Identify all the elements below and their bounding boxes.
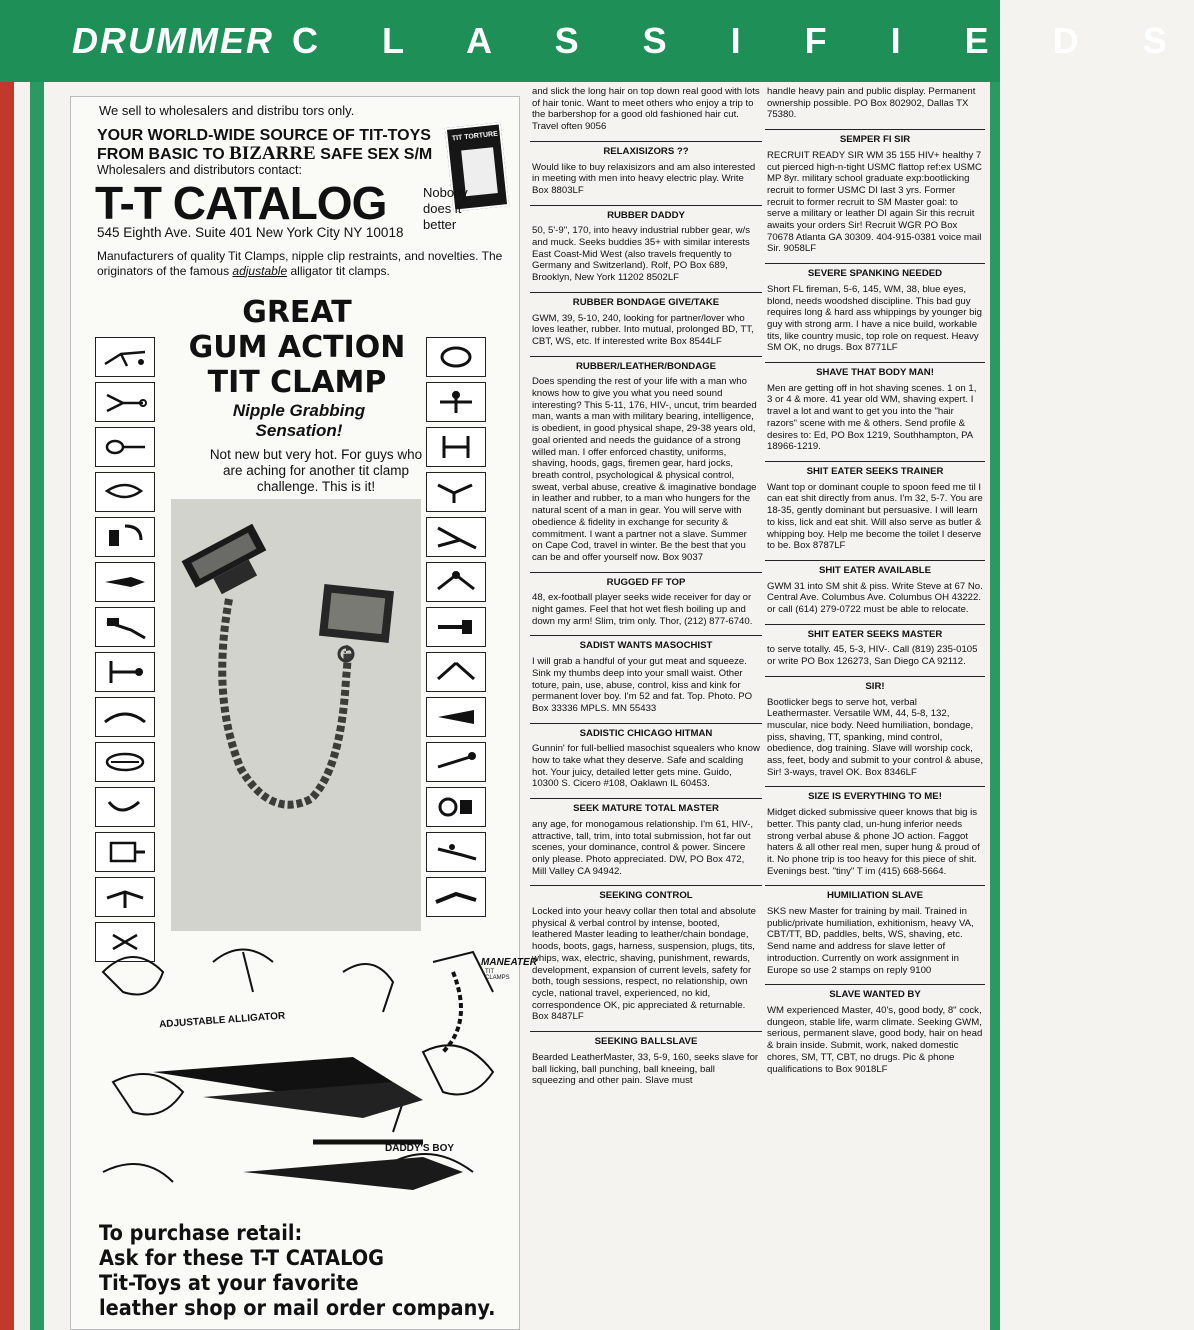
classified-ad-body: Short FL fireman, 5-6, 145, WM, 38, blue eyes, blond, needs woodshed discipline. This bad guy requires long & hard ass whippings by younger big guy with strong arm. I have a nice build, workable tits, like country music, top role on request. Heavy SM OK, no drugs. Box 8771LF (767, 283, 982, 354)
clamp-illustration (93, 932, 513, 1222)
page-title (72, 20, 1194, 62)
wholesale-contact-line: Wholesalers and distributors contact: (97, 163, 302, 177)
wholesale-notice: We sell to wholesalers and distribu tors only. (99, 103, 355, 118)
source-line-2a: FROM BASIC TO (97, 146, 225, 163)
chain-clamp-icon (426, 337, 486, 377)
clip-icon (426, 607, 486, 647)
right-color-stripe (990, 82, 1000, 1330)
classified-ad-body: Men are getting off in hot shaving scenes. 1 on 1, 3 or 4 & more. 41 year old WM, shaving expert. I travel a lot and want to get you into the "hair razors" scene with me & others. Send profile & desires to: Ed, PO Box 1219, Southhampton, PA 18966-1219. (767, 382, 977, 453)
classified-ad-heading: SHIT EATER SEEKS TRAINER (806, 465, 944, 477)
maneater-sublabel: TIT CLAMPS (485, 969, 510, 981)
catalog-description: Manufacturers of quality Tit Clamps, nipple clip restraints, and novelties. The originators of the famous adjustable alligator tit clamps. (97, 249, 503, 278)
clip-icon (95, 607, 155, 647)
ad-subhead: Nipple Grabbing Sensation! (232, 401, 366, 440)
clamp-icon (95, 337, 155, 377)
clamp-icon (95, 427, 155, 467)
classified-ad-body: GWM 31 into SM shit & piss. Write Steve at 67 No. Central Ave. Columbus Ave. Columbus OH 43222. or call (614) 279-0722 must be able to relocate. (767, 580, 983, 616)
clothespin-icon (426, 697, 486, 737)
classified-ad (765, 984, 985, 1081)
magazine-brand: DRUMMER (72, 20, 274, 61)
source-line-1: YOUR WORLD-WIDE SOURCE OF TIT-TOYS (97, 127, 431, 144)
classified-ad-heading: SADIST WANTS MASOCHIST (579, 640, 713, 652)
classified-ad-body: handle heavy pain and public display. Permanent ownership possible. PO Box 802902, Dallas TX 75380. (767, 86, 976, 121)
classified-ad-body: Bearded LeatherMaster, 33, 5-9, 160, seeks slave for ball licking, ball punching, ball kneeing, ball squeezing and other pain. Slave must (532, 1051, 759, 1087)
classified-ad-heading: SIZE IS EVERYTHING TO ME! (808, 791, 942, 803)
classified-ad-body: 50, 5'-9", 170, into heavy industrial rubber gear, w/s and muck. Seeks buddies 35+ with similar interests East Coast-Mid West (also travels frequently to Germany and Switzerland). Rolf, PO Box 689, Brooklyn, New York 11202 8502LF (532, 225, 751, 284)
chain-icon (95, 742, 155, 782)
left-color-stripes (0, 82, 62, 1330)
classified-ad (530, 798, 762, 883)
classified-ad (530, 635, 762, 720)
ring-clamp-icon (426, 787, 486, 827)
classified-ad (530, 885, 762, 1029)
adjustable-alligator-label: ADJUSTABLE ALLIGATOR (158, 1010, 286, 1031)
classified-ad-heading: SHAVE THAT BODY MAN! (816, 367, 934, 379)
classified-ad-body: GWM, 39, 5-10, 240, looking for partner/lover who loves leather, rubber. Into mutual, prolonged BD, TT, CBT, WS, etc. If interested write Box 8544LF (532, 312, 754, 347)
clamp-icon (426, 832, 486, 872)
classified-ad (765, 461, 985, 558)
classified-ad-body: and slick the long hair on top down real good with lots of hair tonic. Want to meet others who enjoy a trip to the barbershop for a good old fashioned hair cut. Travel often 9056 (532, 86, 760, 133)
tt-catalog-advertisement (70, 96, 537, 1330)
classified-ad-body: 48, ex-football player seeks wide receiver for day or night games. Feel that hot wet flesh boiling up and down my arm! Slim, trim only. Thor, (212) 877-6740. (532, 592, 753, 627)
classified-ad (765, 86, 985, 127)
clamp-icon (95, 472, 155, 512)
book-title: TIT TORTURE (451, 130, 499, 143)
product-icons-left (95, 337, 161, 967)
clip-icon (95, 832, 155, 872)
classified-ad-body: Would like to buy relaxisizors and am also interested in meeting with men into heavy electric play. Write Box 8803LF (532, 161, 756, 196)
classified-ad (765, 263, 985, 360)
classified-ad-body: Does spending the rest of your life with a man who knows how to give you what you need sound interesting? This 5-11, 176, HIV-, uncut, trim bearded man, wants a man with military bearing, intelligence, is obedient, in good physical shape, 29-38 years old, goal oriented and needs the guidance of a strong willed man. I offer enforced chastity, uniforms, shaving, hoods, gags, firemen gear, hard jocks, breath control, psychological & physical control, sweat, verbal abuse, creative & imaginative bondage in leather and rubber, to a man who hungers for the natural scent of a man in gear. You will serve with obedience & fidelity in exchange for security & commitment. I want a partner not a slave. Summer on Cape Cod, travel in winter. Be the best that you can be and offer yourself now. Box 9037 (532, 376, 757, 563)
classified-ad-heading: SADISTIC CHICAGO HITMAN (579, 727, 713, 739)
classified-ad (530, 572, 762, 634)
classified-ad (530, 723, 762, 797)
maneater-label: MANEATER (481, 957, 537, 968)
clamp-icon (95, 787, 155, 827)
classified-ad-heading: RELAXISIZORS ?? (603, 145, 689, 157)
catalog-slogan: Nobody does it better (423, 185, 468, 232)
clamp-icon (426, 652, 486, 692)
classified-ad-heading: SEMPER FI SIR (839, 134, 911, 146)
clip-icon (95, 382, 155, 422)
classified-ad-body: Gunnin' for full-bellied masochist squealers who know how to take what they deserve. Safe and scalding hot. Your juicy, detailed letter gets mine. Guido, 10300 S. Cicero #108, Oaklawn IL 60453. (532, 743, 760, 790)
classified-ad-heading: SLAVE WANTED BY (829, 989, 921, 1001)
classified-ad (530, 1031, 762, 1093)
clamp-icon (95, 877, 155, 917)
classified-ad (530, 356, 762, 570)
classified-ad (530, 292, 762, 354)
classified-ad-heading: RUBBER DADDY (607, 209, 685, 221)
catalog-name: T-T CATALOG (95, 177, 387, 229)
clamp-icon (426, 877, 486, 917)
classified-ad-body: Locked into your heavy collar then total and absolute physical & verbal control by intense, booted, leathered Master leading to leather/chain bondage, hoods, boots, gags, harness, suspension, plugs, tits, whips, wax, electric, shaving, punishment, rewards, development, expansion of current levels, safety for both, tough sessions, respect, no relationship, own cycle, national travel, experienced, no kid, correspondence OK, pic appreciated & returnable. Box 8487LF (532, 906, 757, 1023)
source-line-2b: BIZARRE (229, 143, 316, 164)
classified-ad (530, 141, 762, 203)
classified-ad (765, 560, 985, 622)
header-band (0, 0, 1194, 82)
classified-ad-body: Midget dicked submissive queer knows that big is better. This panty clad, un-hung inferior needs strong verbal abuse & phone JO action. Faggot haters & all other real men, super hung & proud of it. No phone trip is too heavy for this piece of shit. Evenings best. "tiny" T im (415) 668-5664. (767, 807, 980, 877)
classifieds-column-2 (530, 86, 762, 1093)
classified-ad (530, 205, 762, 290)
clamp-icon (426, 427, 486, 467)
classified-ad (765, 676, 985, 785)
clamp-icon (426, 472, 486, 512)
alligator-clip-icon (95, 562, 155, 602)
purchase-retail-callout: To purchase retail: Ask for these T-T CATALOG Tit-Toys at your favorite leather shop or mail order company. (99, 1221, 496, 1320)
classified-ad-body: WM experienced Master, 40's, good body, 8" cock, dungeon, stable life, warm climate. Seeking GWM, serious, permanent slave, good body, hair on head & brain inside. Submit, work, naked domestic chores, SM, TT, CBT, no drugs. Pic & phone qualifications to Box 9018LF (767, 1005, 983, 1075)
tit-clamp-photo (171, 499, 421, 931)
pliers-icon (426, 517, 486, 557)
classified-ad-body: any age, for monogamous relationship. I'm 61, HIV-, attractive, tall, trim, into total submission, hot far out scenes, your dominance, control & power. Sincere only please. Photo appreciated. DW, PO Box 472, Mill Valley CA 94942. (532, 818, 754, 877)
ad-pitch: Not new but very hot. For guys who are aching for another tit clamp challenge. This is it! (209, 447, 423, 494)
classified-ad (765, 129, 985, 261)
classified-ad (765, 786, 985, 883)
clamp-icon (95, 652, 155, 692)
classified-ad-heading: SIR! (865, 680, 885, 692)
classified-ad-heading: RUGGED FF TOP (606, 576, 686, 588)
classified-ad-heading: SHIT EATER AVAILABLE (818, 564, 932, 576)
product-icons-right (426, 337, 492, 922)
classified-ad-heading: HUMILIATION SLAVE (826, 890, 924, 902)
source-tagline (97, 127, 432, 164)
classified-ad-heading: SHIT EATER SEEKS MASTER (807, 628, 943, 640)
classified-ad-body: Bootlicker begs to serve hot, verbal Leathermaster. Versatile WM, 44, 5-8, 132, muscular, nice body. Need humiliation, bondage, piss, shaving, TT, spanking, mind control, obedience, dog training. Slave will worship cock, ass, feet, body and submit to your control & abuse, Sir! 3-ways, travel OK. Box 8346LF (767, 696, 983, 778)
classified-ad-body: I will grab a handful of your gut meat and squeeze. Sink my thumbs deep into your small waist. Other toture, pain, use, abuse, control, kiss and kink for permanent lover boy. I'm 52 and fat. Top. Photo. PO Box 33336 MPLS. MN 55433 (532, 656, 753, 714)
classified-ad-heading: SEVERE SPANKING NEEDED (807, 268, 943, 280)
restraint-icon (95, 517, 155, 557)
screw-clamp-icon (426, 382, 486, 422)
clip-icon (426, 742, 486, 782)
clamp-icon (95, 697, 155, 737)
classified-ad-heading: SEEK MATURE TOTAL MASTER (573, 803, 719, 815)
classified-ad (765, 885, 985, 982)
classified-ad-body: to serve totally. 45, 5-3, HIV-. Call (819) 235-0105 or write PO Box 126273, San Diego CA 92112. (767, 644, 978, 668)
ad-headline: GREAT GUM ACTION TIT CLAMP (188, 295, 406, 400)
classified-ad (765, 624, 985, 674)
catalog-address: 545 Eighth Ave. Suite 401 New York City NY 10018 (97, 225, 404, 240)
classified-ad (530, 86, 762, 139)
classified-ad-heading: RUBBER BONDAGE GIVE/TAKE (572, 296, 720, 308)
section-title: C L A S S I F I E D S (291, 20, 1194, 61)
classified-ad-heading: SEEKING CONTROL (599, 890, 693, 902)
classified-ad-heading: SEEKING BALLSLAVE (594, 1036, 698, 1048)
classified-ad-body: SKS new Master for training by mail. Trained in public/private humiliation, exhitionism, heavy VA, CBT/TT, BD, paddles, belts, WS, shaving, etc. Send name and address for slave letter of introduction. Currently on work assignment in Europe so use 2 stamps on reply 9100 (767, 906, 974, 976)
classified-ad-body: RECRUIT READY SIR WM 35 155 HIV+ healthy 7 cut pierced high-n-tight USMC flattop ref:ex USMC MP 8yr. military school graduate exp:bootlicking recruit to former USMC DI last 3 yrs. Former recruit to former recruit to SM Master goal: to serve a military or leather DI again Sir this recruit awaits your orders Sir! Recruit WGR PO Box 70678 Atlanta GA 30309. 404-915-0381 voice mail Sir. 9058LF (767, 149, 982, 255)
classifieds-column-3 (765, 86, 985, 1081)
classified-ad-body: Want top or dominant couple to spoon feed me til I can eat shit directly from anus. I'm 32, 5-7. You are 18-35, gently dominant but persuasive. I will learn to kiss, lick and eat shit. Will also serve as butler & whipping boy. Help me become the toilet I deserve to be. Box 8787LF (767, 481, 983, 552)
classified-ad-heading: RUBBER/LEATHER/BONDAGE (576, 360, 716, 372)
daddys-boy-label: DADDY'S BOY (385, 1143, 455, 1154)
source-line-2c: SAFE SEX S/M (320, 146, 433, 163)
emphasis-adjustable: adjustable (232, 263, 288, 278)
clamp-icon (426, 562, 486, 602)
classified-ad (765, 362, 985, 459)
